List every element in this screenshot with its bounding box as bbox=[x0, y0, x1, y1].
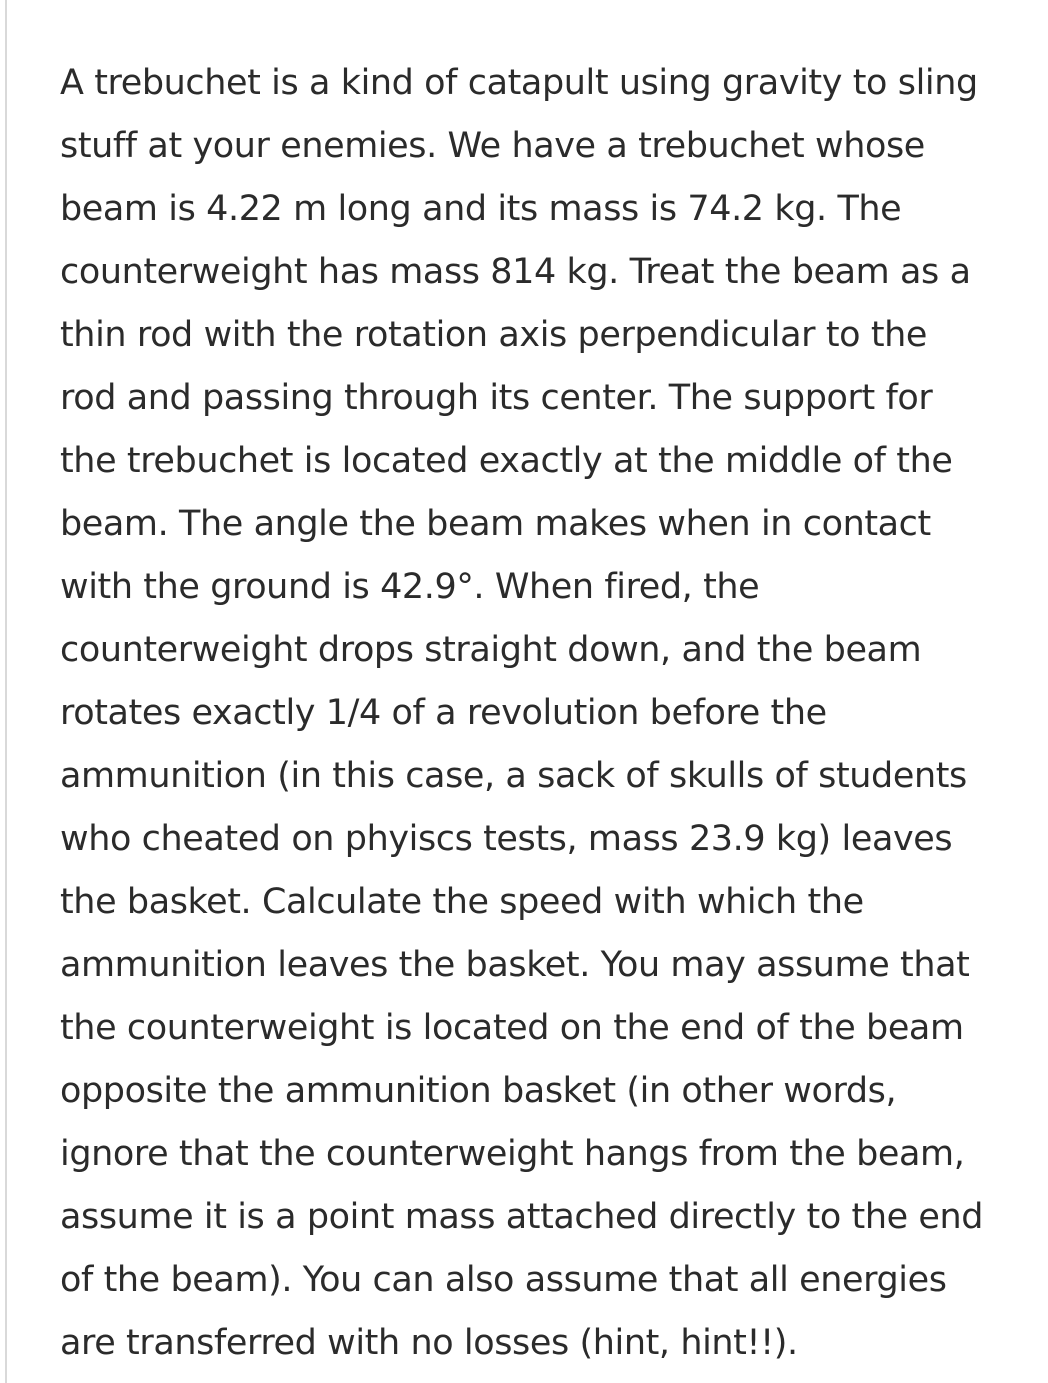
question-text bbox=[60, 52, 1045, 1375]
question-line: ammunition leaves the basket. You may assume that bbox=[60, 945, 970, 985]
question-line: rod and passing through its center. The support for bbox=[60, 378, 933, 418]
question-line: beam. The angle the beam makes when in contact bbox=[60, 504, 931, 544]
question-line: of the beam). You can also assume that all energies bbox=[60, 1260, 947, 1300]
question-line: counterweight has mass 814 kg. Treat the beam as a bbox=[60, 252, 971, 292]
question-line: beam is 4.22 m long and its mass is 74.2 kg. The bbox=[60, 189, 902, 229]
question-line: with the ground is 42.9°. When fired, the bbox=[60, 567, 760, 607]
question-line: counterweight drops straight down, and the beam bbox=[60, 630, 922, 670]
question-line: stuff at your enemies. We have a trebuchet whose bbox=[60, 126, 925, 166]
question-line: who cheated on phyiscs tests, mass 23.9 kg) leaves bbox=[60, 819, 953, 859]
question-line: ammunition (in this case, a sack of skulls of students bbox=[60, 756, 967, 796]
question-line: thin rod with the rotation axis perpendicular to the bbox=[60, 315, 928, 355]
left-border-divider bbox=[5, 0, 7, 1383]
question-line: the counterweight is located on the end of the beam bbox=[60, 1008, 964, 1048]
question-line: the trebuchet is located exactly at the middle of the bbox=[60, 441, 953, 481]
question-line: A trebuchet is a kind of catapult using gravity to sling bbox=[60, 63, 978, 103]
question-line: ignore that the counterweight hangs from the beam, bbox=[60, 1134, 965, 1174]
question-line: assume it is a point mass attached directly to the end bbox=[60, 1197, 984, 1237]
question-line: the basket. Calculate the speed with which the bbox=[60, 882, 864, 922]
question-line: opposite the ammunition basket (in other words, bbox=[60, 1071, 897, 1111]
question-line: are transferred with no losses (hint, hint!!). bbox=[60, 1323, 798, 1363]
question-line: rotates exactly 1/4 of a revolution before the bbox=[60, 693, 827, 733]
